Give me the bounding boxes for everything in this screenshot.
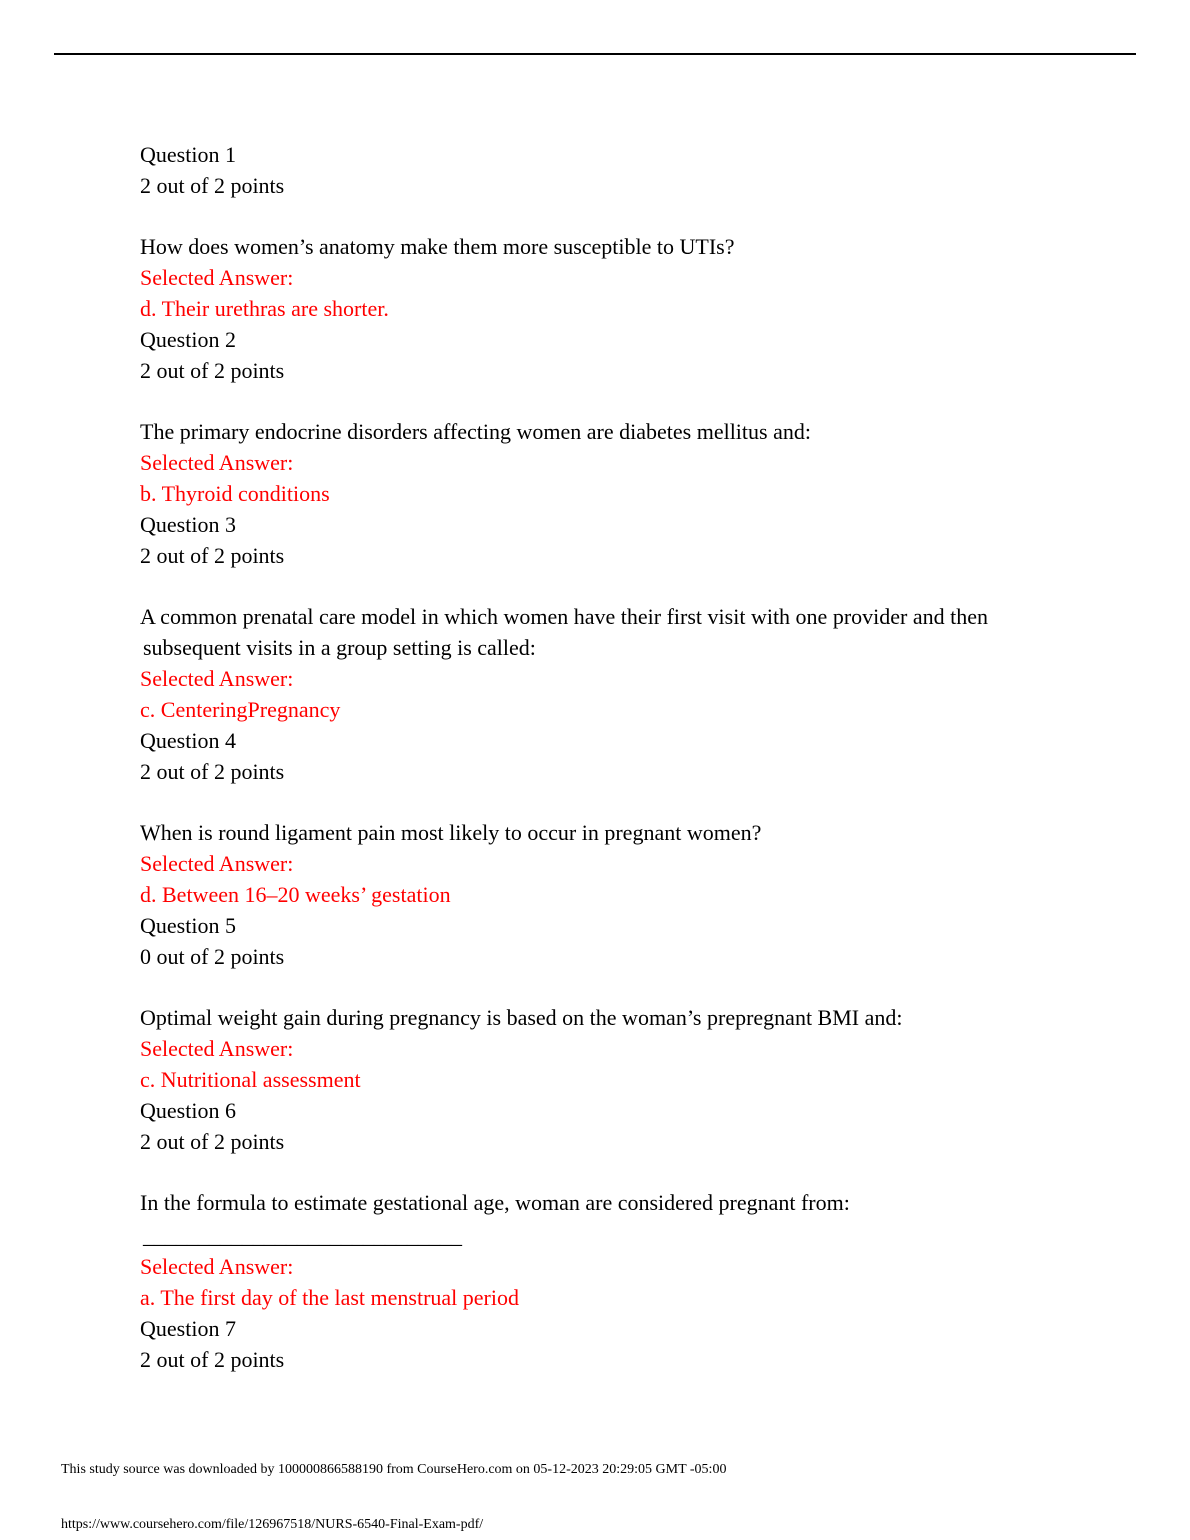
question-text-line2: subsequent visits in a group setting is called: bbox=[143, 635, 536, 660]
question-points: 2 out of 2 points bbox=[140, 1347, 285, 1372]
question-label: Question 7 bbox=[140, 1316, 236, 1341]
selected-answer-label: Selected Answer: bbox=[140, 450, 294, 475]
download-notice: This study source was downloaded by 100000866588190 from CourseHero.com on 05-12-2023 20:29:05 GMT -05:00 bbox=[61, 1462, 727, 1477]
question-text: Optimal weight gain during pregnancy is based on the woman’s prepregnant BMI and: bbox=[140, 1005, 903, 1030]
source-url[interactable]: https://www.coursehero.com/file/126967518/NURS-6540-Final-Exam-pdf/ bbox=[61, 1517, 484, 1532]
question-text: How does women’s anatomy make them more susceptible to UTIs? bbox=[140, 234, 735, 259]
question-points: 2 out of 2 points bbox=[140, 358, 285, 383]
question-label: Question 3 bbox=[140, 512, 236, 537]
question-label: Question 4 bbox=[140, 728, 236, 753]
question-text: The primary endocrine disorders affecting women are diabetes mellitus and: bbox=[140, 419, 811, 444]
question-label: Question 6 bbox=[140, 1098, 236, 1123]
selected-answer: a. The first day of the last menstrual period bbox=[140, 1285, 519, 1310]
question-points: 2 out of 2 points bbox=[140, 543, 285, 568]
selected-answer-label: Selected Answer: bbox=[140, 851, 294, 876]
selected-answer-label: Selected Answer: bbox=[140, 265, 294, 290]
question-points: 2 out of 2 points bbox=[140, 759, 285, 784]
answer-blank: _____________________________ bbox=[143, 1223, 462, 1248]
exam-content bbox=[140, 139, 1060, 1375]
question-label: Question 5 bbox=[140, 913, 236, 938]
question-points: 2 out of 2 points bbox=[140, 1129, 285, 1154]
question-text: In the formula to estimate gestational age, woman are considered pregnant from: bbox=[140, 1190, 850, 1215]
question-points: 0 out of 2 points bbox=[140, 944, 285, 969]
top-rule bbox=[54, 53, 1136, 55]
selected-answer-label: Selected Answer: bbox=[140, 1036, 294, 1061]
selected-answer: b. Thyroid conditions bbox=[140, 481, 330, 506]
selected-answer: d. Their urethras are shorter. bbox=[140, 296, 389, 321]
question-text-line1: A common prenatal care model in which women have their first visit with one provider and then bbox=[140, 604, 988, 629]
question-label: Question 1 bbox=[140, 142, 236, 167]
selected-answer-label: Selected Answer: bbox=[140, 666, 294, 691]
selected-answer: c. CenteringPregnancy bbox=[140, 697, 341, 722]
question-text: When is round ligament pain most likely to occur in pregnant women? bbox=[140, 820, 762, 845]
question-label: Question 2 bbox=[140, 327, 236, 352]
question-points: 2 out of 2 points bbox=[140, 173, 285, 198]
selected-answer-label: Selected Answer: bbox=[140, 1254, 294, 1279]
selected-answer: c. Nutritional assessment bbox=[140, 1067, 361, 1092]
selected-answer: d. Between 16–20 weeks’ gestation bbox=[140, 882, 451, 907]
